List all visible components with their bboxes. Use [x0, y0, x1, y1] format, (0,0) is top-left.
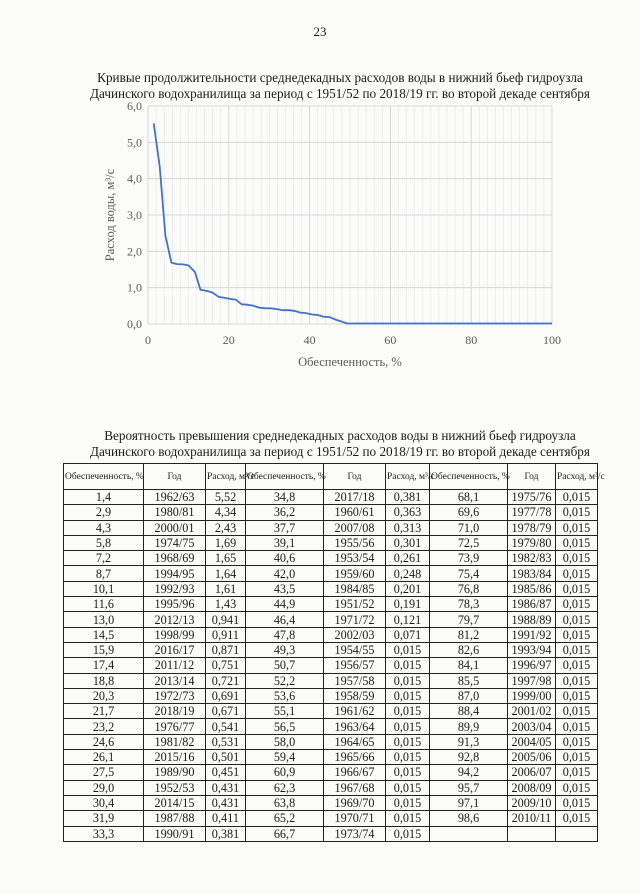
table-cell: 76,8	[430, 581, 508, 596]
table-cell: 71,0	[430, 520, 508, 535]
table-row	[64, 750, 598, 765]
table-cell: 2,9	[64, 505, 144, 520]
table-row	[64, 765, 598, 780]
table-cell: 0,451	[206, 765, 246, 780]
table-cell: 2005/06	[508, 750, 556, 765]
table-cell: 1951/52	[324, 597, 386, 612]
table-cell: 1961/62	[324, 704, 386, 719]
table-cell: 0,191	[386, 597, 430, 612]
table-cell: 47,8	[246, 627, 324, 642]
table-cell: 1955/56	[324, 535, 386, 550]
table-cell: 44,9	[246, 597, 324, 612]
table-cell: 1954/55	[324, 642, 386, 657]
x-axis-title: Обеспеченность, %	[298, 355, 402, 369]
table-cell: 0,871	[206, 642, 246, 657]
table-cell: 2004/05	[508, 734, 556, 749]
table-cell: 56,5	[246, 719, 324, 734]
table-cell: 23,2	[64, 719, 144, 734]
table-cell: 1,4	[64, 490, 144, 505]
table-cell: 1964/65	[324, 734, 386, 749]
table-cell: 2014/15	[144, 795, 206, 810]
table-cell: 2013/14	[144, 673, 206, 688]
table-cell: 43,5	[246, 581, 324, 596]
table-cell: 1,61	[206, 581, 246, 596]
chart-title-line-1: Кривые продолжительности среднедекадных расходов воды в нижний бьеф гидроузла	[97, 70, 583, 85]
table-cell: 0,261	[386, 551, 430, 566]
table-cell: 0,381	[386, 490, 430, 505]
table-cell: 8,7	[64, 566, 144, 581]
table-cell: 87,0	[430, 688, 508, 703]
probability-table-wrapper	[63, 463, 605, 842]
table-cell: 37,7	[246, 520, 324, 535]
table-cell: 52,2	[246, 673, 324, 688]
table-row	[64, 795, 598, 810]
table-cell: 0,691	[206, 688, 246, 703]
table-cell: 1984/85	[324, 581, 386, 596]
header-cell: Обеспеченность, %	[430, 464, 508, 490]
table-row	[64, 719, 598, 734]
table-cell: 2006/07	[508, 765, 556, 780]
table-cell: 82,6	[430, 642, 508, 657]
header-cell: Обеспеченность, %	[64, 464, 144, 490]
table-cell: 27,5	[64, 765, 144, 780]
table-cell: 69,6	[430, 505, 508, 520]
table-cell: 68,1	[430, 490, 508, 505]
table-cell: 1958/59	[324, 688, 386, 703]
table-title-line-1: Вероятность превышения среднедекадных расходов воды в нижний бьеф гидроузла	[104, 428, 576, 443]
header-cell: Год	[144, 464, 206, 490]
table-cell: 0,015	[556, 658, 598, 673]
table-cell: 0,015	[556, 535, 598, 550]
table-cell: 1962/63	[144, 490, 206, 505]
table-cell: 0,531	[206, 734, 246, 749]
table-cell: 0,015	[386, 642, 430, 657]
table-cell: 29,0	[64, 780, 144, 795]
table-row	[64, 535, 598, 550]
table-cell: 49,3	[246, 642, 324, 657]
table-cell: 1972/73	[144, 688, 206, 703]
table-cell: 2008/09	[508, 780, 556, 795]
y-tick-label: 3,0	[127, 208, 142, 222]
table-cell: 2017/18	[324, 490, 386, 505]
table-row	[64, 780, 598, 795]
table-cell: 0,911	[206, 627, 246, 642]
table-cell: 0,941	[206, 612, 246, 627]
table-row	[64, 826, 598, 841]
x-tick-label: 20	[222, 333, 235, 347]
table-cell: 0,015	[556, 520, 598, 535]
table-cell: 1998/99	[144, 627, 206, 642]
table-cell: 14,5	[64, 627, 144, 642]
table-cell: 17,4	[64, 658, 144, 673]
table-cell: 2012/13	[144, 612, 206, 627]
table-cell: 0,248	[386, 566, 430, 581]
table-cell: 0,015	[556, 673, 598, 688]
table-cell: 84,1	[430, 658, 508, 673]
table-title	[60, 428, 620, 460]
table-cell: 2001/02	[508, 704, 556, 719]
table-cell: 1,43	[206, 597, 246, 612]
table-cell	[508, 826, 556, 841]
y-axis-title: Расход воды, м³/с	[103, 168, 117, 262]
table-cell: 88,4	[430, 704, 508, 719]
table-cell: 18,8	[64, 673, 144, 688]
x-tick-label: 60	[384, 333, 397, 347]
y-tick-label: 6,0	[127, 99, 142, 113]
table-cell: 1977/78	[508, 505, 556, 520]
table-cell: 10,1	[64, 581, 144, 596]
table-cell: 0,015	[386, 765, 430, 780]
table-row	[64, 490, 598, 505]
table-cell: 1971/72	[324, 612, 386, 627]
table-cell: 1,69	[206, 535, 246, 550]
table-cell: 1992/93	[144, 581, 206, 596]
table-cell: 0,015	[556, 597, 598, 612]
table-cell: 0,015	[556, 811, 598, 826]
table-cell: 0,721	[206, 673, 246, 688]
table-cell: 0,015	[556, 612, 598, 627]
table-cell: 1968/69	[144, 551, 206, 566]
y-tick-label: 1,0	[127, 280, 142, 295]
y-tick-label: 4,0	[127, 171, 142, 186]
table-body	[64, 490, 598, 842]
duration-curve-chart	[100, 96, 580, 386]
table-cell: 46,4	[246, 612, 324, 627]
table-row	[64, 642, 598, 657]
x-tick-label: 80	[465, 333, 478, 347]
table-cell: 2002/03	[324, 627, 386, 642]
header-cell: Обеспеченность, %	[246, 464, 324, 490]
header-cell: Расход, м³/с	[556, 464, 598, 490]
table-cell: 1,65	[206, 551, 246, 566]
chart-title-line-2: Дачинского водохранилища за период с 1951/52 по 2018/19 гг. во второй декаде сентября	[90, 86, 590, 101]
header-cell: Год	[508, 464, 556, 490]
table-cell: 2003/04	[508, 719, 556, 734]
table-cell: 0,121	[386, 612, 430, 627]
table-cell: 55,1	[246, 704, 324, 719]
table-cell: 58,0	[246, 734, 324, 749]
table-cell: 4,34	[206, 505, 246, 520]
table-cell: 79,7	[430, 612, 508, 627]
table-cell: 2016/17	[144, 642, 206, 657]
table-cell: 13,0	[64, 612, 144, 627]
table-cell: 2015/16	[144, 750, 206, 765]
table-cell: 11,6	[64, 597, 144, 612]
table-cell	[556, 826, 598, 841]
table-cell: 1953/54	[324, 551, 386, 566]
table-row	[64, 612, 598, 627]
table-cell: 0,671	[206, 704, 246, 719]
table-row	[64, 505, 598, 520]
table-cell: 36,2	[246, 505, 324, 520]
table-title-line-2: Дачинского водохранилища за период с 1951/52 по 2018/19 гг. во второй декаде сентября	[90, 444, 590, 459]
table-cell: 1959/60	[324, 566, 386, 581]
table-cell: 0,015	[556, 704, 598, 719]
table-cell: 0,201	[386, 581, 430, 596]
table-cell: 1980/81	[144, 505, 206, 520]
table-cell: 1963/64	[324, 719, 386, 734]
table-cell: 0,313	[386, 520, 430, 535]
table-cell: 30,4	[64, 795, 144, 810]
table-cell: 1994/95	[144, 566, 206, 581]
header-cell: Расход, м³/с	[206, 464, 246, 490]
table-cell: 0,015	[556, 780, 598, 795]
table-cell: 2009/10	[508, 795, 556, 810]
table-cell: 26,1	[64, 750, 144, 765]
table-cell: 2007/08	[324, 520, 386, 535]
table-cell: 78,3	[430, 597, 508, 612]
table-cell: 15,9	[64, 642, 144, 657]
table-cell: 59,4	[246, 750, 324, 765]
table-cell: 72,5	[430, 535, 508, 550]
table-row	[64, 734, 598, 749]
table-cell: 0,015	[386, 719, 430, 734]
table-cell: 1957/58	[324, 673, 386, 688]
table-row	[64, 551, 598, 566]
table-cell: 33,3	[64, 826, 144, 841]
table-row	[64, 811, 598, 826]
table-cell: 0,015	[386, 811, 430, 826]
x-tick-label: 100	[543, 333, 561, 347]
y-tick-label: 5,0	[127, 135, 142, 150]
table-cell: 1985/86	[508, 581, 556, 596]
table-cell: 2,43	[206, 520, 246, 535]
table-cell: 0,015	[556, 688, 598, 703]
table-row	[64, 704, 598, 719]
table-cell: 0,015	[556, 765, 598, 780]
table-row	[64, 658, 598, 673]
table-cell: 62,3	[246, 780, 324, 795]
table-cell: 1983/84	[508, 566, 556, 581]
table-cell: 0,411	[206, 811, 246, 826]
table-cell: 5,52	[206, 490, 246, 505]
table-cell: 1979/80	[508, 535, 556, 550]
y-tick-label: 2,0	[127, 244, 142, 259]
x-tick-label: 0	[145, 333, 151, 347]
header-cell: Год	[324, 464, 386, 490]
table-row	[64, 520, 598, 535]
table-cell: 1960/61	[324, 505, 386, 520]
table-cell: 42,0	[246, 566, 324, 581]
table-cell: 24,6	[64, 734, 144, 749]
table-cell: 94,2	[430, 765, 508, 780]
table-cell: 85,5	[430, 673, 508, 688]
table-row	[64, 566, 598, 581]
table-cell: 1973/74	[324, 826, 386, 841]
table-cell: 0,015	[556, 627, 598, 642]
table-cell: 0,015	[556, 490, 598, 505]
table-cell: 21,7	[64, 704, 144, 719]
table-cell: 60,9	[246, 765, 324, 780]
table-cell: 31,9	[64, 811, 144, 826]
table-cell: 66,7	[246, 826, 324, 841]
table-cell: 1981/82	[144, 734, 206, 749]
table-cell: 81,2	[430, 627, 508, 642]
table-cell: 1986/87	[508, 597, 556, 612]
table-cell: 0,541	[206, 719, 246, 734]
table-cell: 0,501	[206, 750, 246, 765]
table-cell: 89,9	[430, 719, 508, 734]
table-cell: 65,2	[246, 811, 324, 826]
table-cell: 53,6	[246, 688, 324, 703]
table-cell: 40,6	[246, 551, 324, 566]
table-cell: 1987/88	[144, 811, 206, 826]
table-cell: 1999/00	[508, 688, 556, 703]
table-cell: 98,6	[430, 811, 508, 826]
table-row	[64, 581, 598, 596]
table-cell: 1967/68	[324, 780, 386, 795]
table-header-row	[64, 464, 598, 490]
table-cell: 0,381	[206, 826, 246, 841]
table-cell: 95,7	[430, 780, 508, 795]
table-cell: 0,363	[386, 505, 430, 520]
table-cell: 1970/71	[324, 811, 386, 826]
table-cell: 1997/98	[508, 673, 556, 688]
table-cell: 1993/94	[508, 642, 556, 657]
table-cell: 1996/97	[508, 658, 556, 673]
table-cell: 0,015	[556, 719, 598, 734]
table-cell: 1952/53	[144, 780, 206, 795]
table-cell: 0,071	[386, 627, 430, 642]
table-cell: 39,1	[246, 535, 324, 550]
table-cell: 2000/01	[144, 520, 206, 535]
table-cell: 73,9	[430, 551, 508, 566]
table-cell: 0,015	[556, 642, 598, 657]
table-cell: 50,7	[246, 658, 324, 673]
table-cell: 0,015	[556, 734, 598, 749]
series-line	[154, 123, 552, 323]
table-cell: 2018/19	[144, 704, 206, 719]
table-cell: 1991/92	[508, 627, 556, 642]
table-cell: 0,015	[386, 750, 430, 765]
table-cell: 0,431	[206, 780, 246, 795]
table-cell: 1995/96	[144, 597, 206, 612]
table-cell: 97,1	[430, 795, 508, 810]
table-cell: 1978/79	[508, 520, 556, 535]
table-row	[64, 597, 598, 612]
table-cell: 0,015	[386, 673, 430, 688]
table-cell: 0,301	[386, 535, 430, 550]
table-cell: 75,4	[430, 566, 508, 581]
table-cell: 1956/57	[324, 658, 386, 673]
table-cell: 2011/12	[144, 658, 206, 673]
table-cell: 1990/91	[144, 826, 206, 841]
page-number: 23	[313, 24, 327, 39]
x-tick-label: 40	[303, 333, 316, 347]
table-cell: 0,751	[206, 658, 246, 673]
table-cell: 0,015	[556, 551, 598, 566]
table-cell: 0,015	[386, 826, 430, 841]
table-cell: 92,8	[430, 750, 508, 765]
table-cell: 0,015	[386, 658, 430, 673]
table-cell: 1965/66	[324, 750, 386, 765]
table-cell: 0,015	[386, 704, 430, 719]
table-cell: 1976/77	[144, 719, 206, 734]
table-cell: 1982/83	[508, 551, 556, 566]
table-cell: 0,015	[386, 780, 430, 795]
table-cell: 0,015	[386, 795, 430, 810]
table-cell: 4,3	[64, 520, 144, 535]
table-cell: 0,431	[206, 795, 246, 810]
table-cell: 1975/76	[508, 490, 556, 505]
table-cell: 1974/75	[144, 535, 206, 550]
probability-table	[63, 463, 605, 842]
table-cell: 1969/70	[324, 795, 386, 810]
table-cell: 1,64	[206, 566, 246, 581]
table-cell: 0,015	[556, 581, 598, 596]
table-cell: 91,3	[430, 734, 508, 749]
table-cell: 1966/67	[324, 765, 386, 780]
table-row	[64, 688, 598, 703]
y-tick-label: 0,0	[127, 317, 142, 331]
table-cell: 63,8	[246, 795, 324, 810]
table-cell	[430, 826, 508, 841]
table-cell: 0,015	[556, 795, 598, 810]
table-cell: 7,2	[64, 551, 144, 566]
table-cell: 1989/90	[144, 765, 206, 780]
table-cell: 0,015	[386, 688, 430, 703]
table-cell: 1988/89	[508, 612, 556, 627]
table-cell: 5,8	[64, 535, 144, 550]
table-cell: 34,8	[246, 490, 324, 505]
table-cell: 0,015	[386, 734, 430, 749]
table-cell: 0,015	[556, 750, 598, 765]
table-cell: 0,015	[556, 566, 598, 581]
header-cell: Расход, м³/с	[386, 464, 430, 490]
table-cell: 20,3	[64, 688, 144, 703]
table-cell: 2010/11	[508, 811, 556, 826]
table-row	[64, 673, 598, 688]
table-row	[64, 627, 598, 642]
table-cell: 0,015	[556, 505, 598, 520]
